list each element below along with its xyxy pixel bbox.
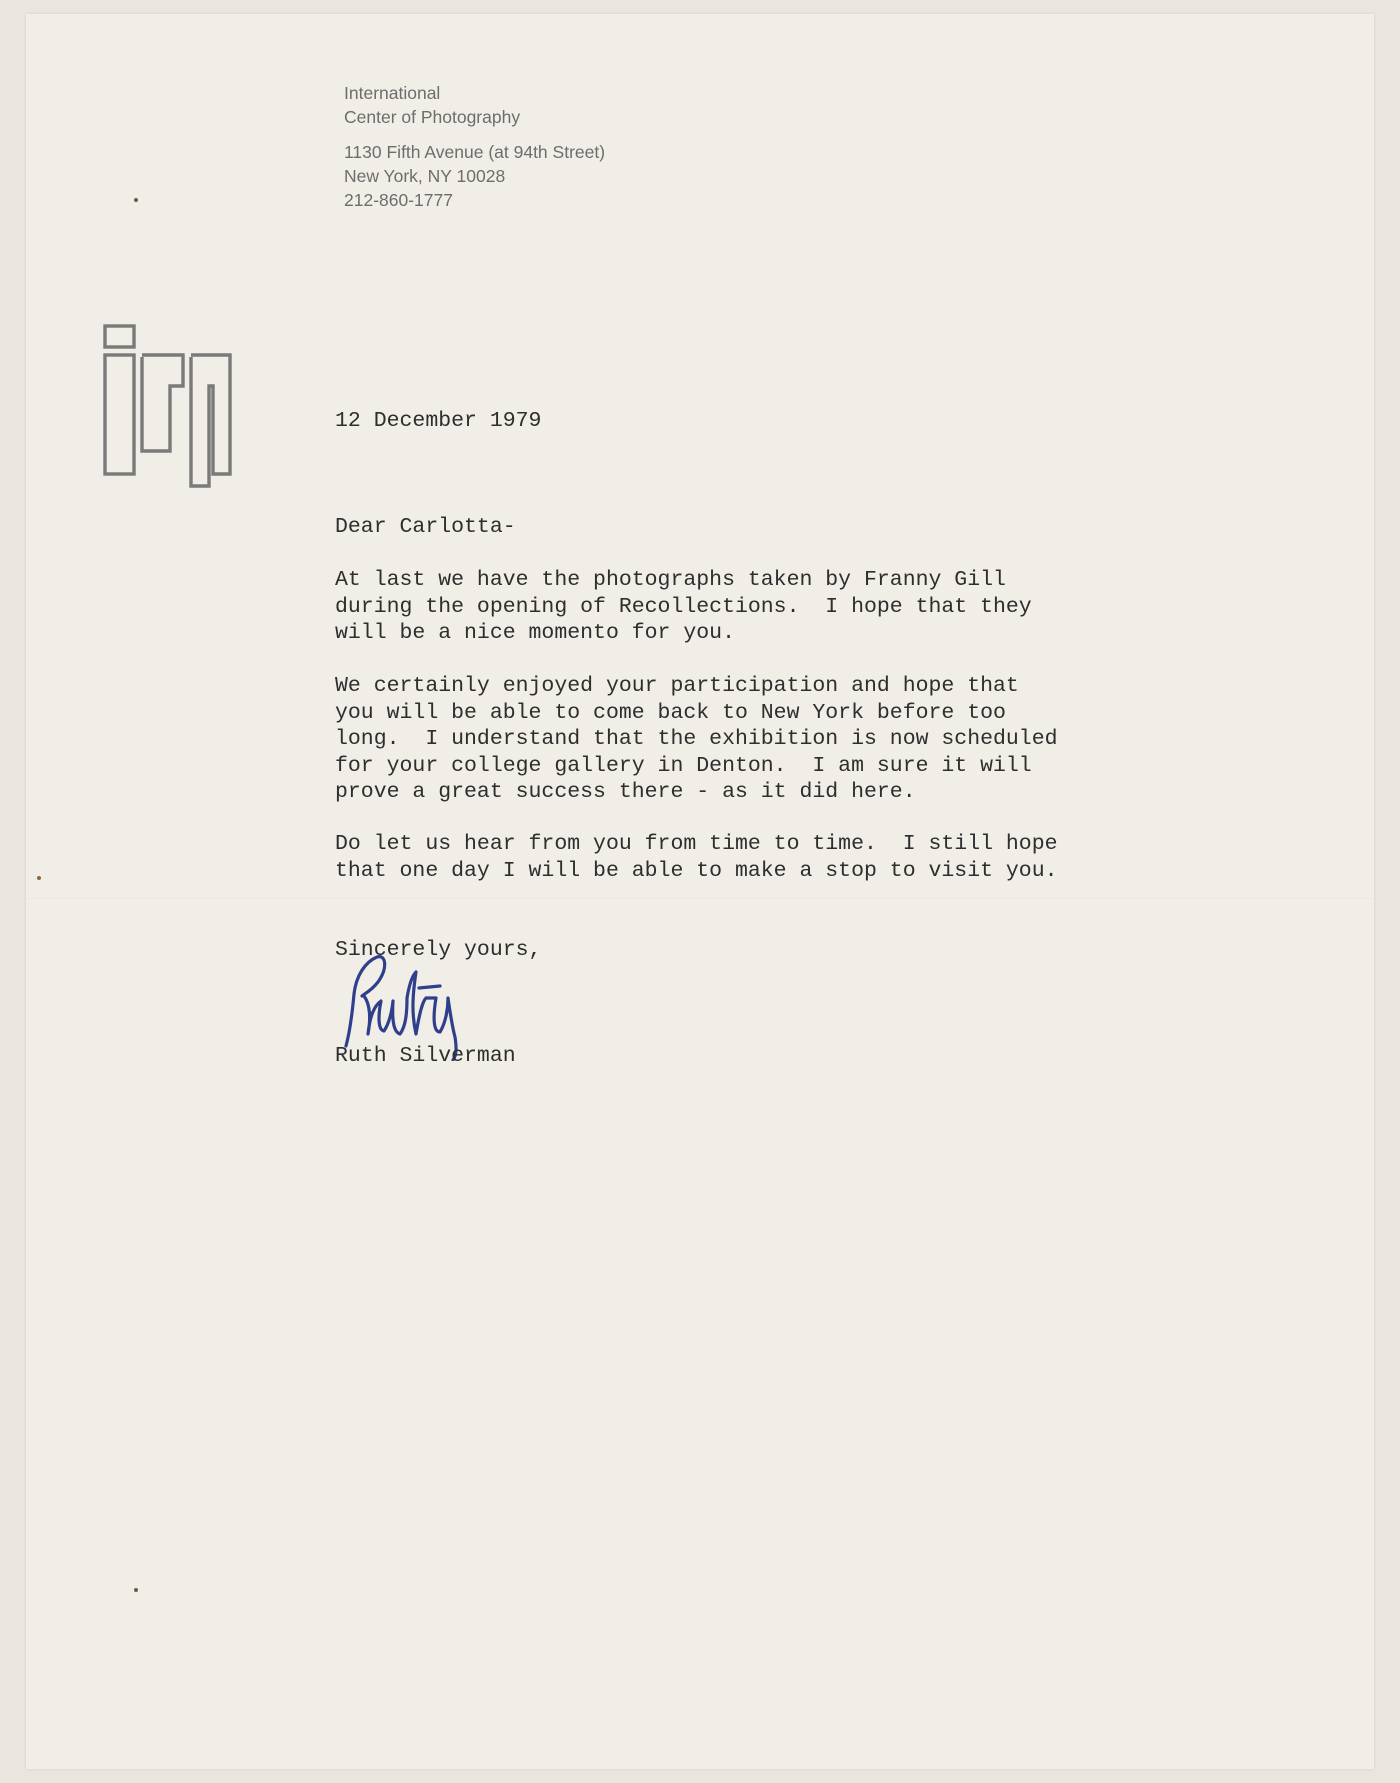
letter-paragraph: At last we have the photographs taken by Franny Gill during the opening of Recollections. I hope that they will be a nice momento for you. [335, 568, 1032, 645]
paper-speck [134, 198, 138, 202]
letter-paragraph: Do let us hear from you from time to time. I still hope that one day I will be able to make a stop to visit you. [335, 832, 1058, 883]
letter-salutation: Dear Carlotta- [335, 515, 516, 539]
address-line2: New York, NY 10028 [344, 166, 506, 186]
letterhead [344, 81, 605, 212]
letter-sheet [26, 14, 1374, 1769]
address-line1: 1130 Fifth Avenue (at 94th Street) [344, 142, 606, 162]
icp-logo [77, 308, 233, 488]
letter-paragraph: We certainly enjoyed your participation and hope that you will be able to come back to New York before too long. I understand that the exhibition is now scheduled for your college gallery in Denton. I am sure it will prove a great success there - as it did here. [335, 674, 1058, 804]
phone-number: 212-860-1777 [344, 190, 453, 210]
paper-speck [134, 1588, 138, 1592]
paper-speck [37, 876, 41, 880]
org-name-line1: International [344, 83, 441, 103]
org-name-line2: Center of Photography [344, 107, 521, 127]
letter-date: 12 December 1979 [335, 409, 542, 433]
paper-fold-line [26, 898, 1374, 900]
signer-name: Ruth Silverman [335, 1044, 516, 1068]
letter-closing: Sincerely yours, [335, 938, 542, 962]
